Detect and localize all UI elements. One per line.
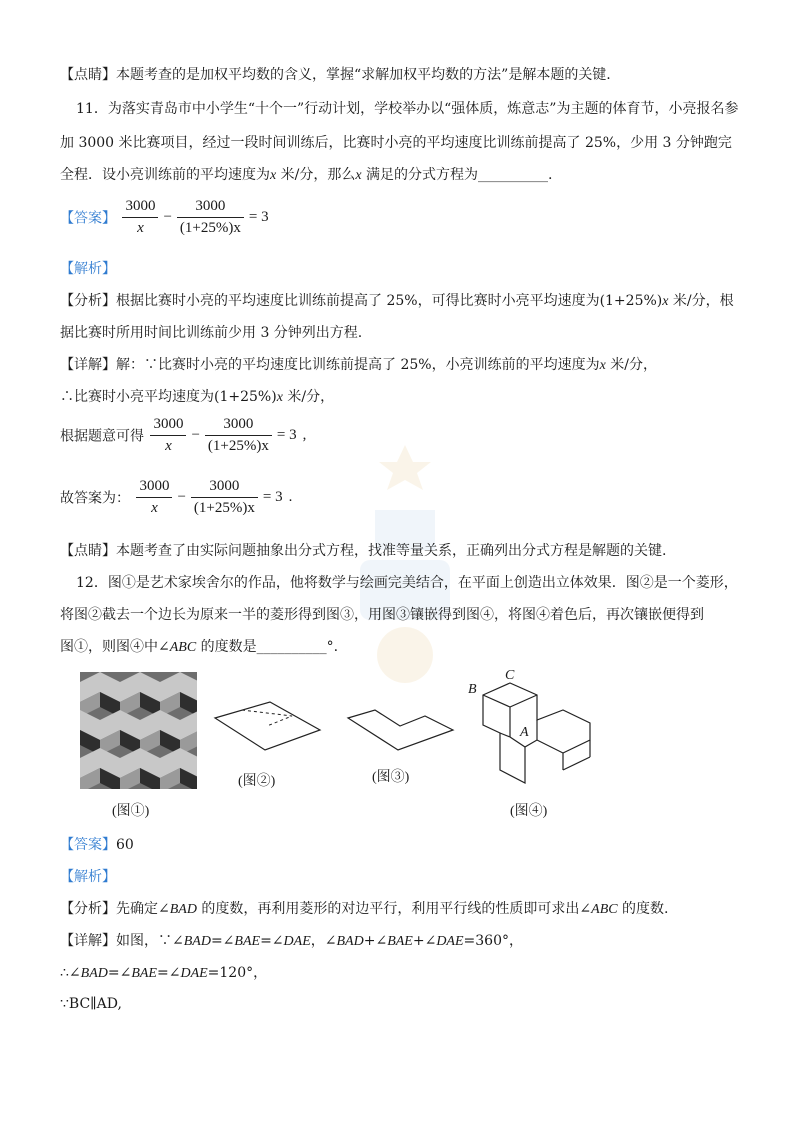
answer-2-line: 【答案】60: [60, 837, 134, 853]
fraction-1: $\frac{3000}{x}$: [122, 198, 158, 237]
q11-line-2: 加 3000 米比赛项目，经过一段时间训练后，比赛时小亮的平均速度比训练前提高了 25%，少用 3 分钟跑完: [60, 135, 732, 151]
answer-tag: 【答案】: [60, 210, 116, 227]
watermark-logo: [335, 440, 475, 690]
figure-1-caption: (图①): [112, 804, 150, 819]
figure-4-tessellation: [465, 665, 605, 795]
figure-3-cut-rhombus: [343, 700, 458, 760]
q12-line-2: 将图②截去一个边长为原来一半的菱形得到图③，用图③镶嵌得到图④，将图④着色后，再次镶嵌便得到: [60, 607, 704, 623]
fenxi-line-2: 据比赛时所用时间比训练前少用 3 分钟列出方程.: [60, 325, 363, 341]
label-a: A: [520, 725, 529, 740]
equation-line-genjuti: 根据题意可得 $\frac{3000}{x}$ − $\frac{3000}{(1+25\%)x}$ = 3 ,: [60, 416, 307, 454]
jiexi-tag: 【解析】: [60, 261, 116, 277]
q12-line-1: 12．图①是艺术家埃舍尔的作品，他将数学与绘画完美结合，在平面上创造出立体效果．图②是一个菱形，: [76, 575, 738, 591]
figure-3-caption: (图③): [372, 770, 410, 785]
xiangjie-2-line-1: 【详解】如图，∵∠BAD=∠BAE=∠DAE，∠BAD+∠BAE+∠DAE=360°，: [60, 933, 523, 949]
figure-2-rhombus: [210, 700, 325, 760]
label-b: B: [468, 682, 477, 697]
dianjing-line-2: 【点睛】本题考查了由实际问题抽象出分式方程，找准等量关系，正确列出分式方程是解题的关键.: [60, 543, 667, 559]
dianjing-text: 本题考查的是加权平均数的含义，掌握“求解加权平均数的方法”是解本题的关键.: [116, 67, 611, 83]
jiexi-2-tag: 【解析】: [60, 869, 116, 885]
figure-1-escher-tiling: [80, 672, 197, 789]
q12-line-3: 图①，则图④中∠ABC 的度数是__________°.: [60, 639, 339, 655]
equation-line-answer: 故答案为： $\frac{3000}{x}$ − $\frac{3000}{(1+25\%)x}$ = 3 .: [60, 478, 293, 516]
dianjing-line-1: [60, 64, 611, 84]
fenxi-line-1: 【分析】根据比赛时小亮的平均速度比训练前提高了 25%，可得比赛时小亮平均速度为(1+25%)x 米/分，根: [60, 293, 734, 309]
figure-2-caption: (图②): [238, 774, 276, 789]
answer-2-value: 60: [116, 837, 134, 853]
xiangjie-line-1: 【详解】解：∵比赛时小亮的平均速度比训练前提高了 25%，小亮训练前的平均速度为x 米/分，: [60, 357, 657, 373]
label-c: C: [505, 668, 515, 683]
xiangjie-2-line-2: ∴∠BAD=∠BAE=∠DAE=120°，: [60, 965, 268, 981]
figure-4-caption: (图④): [510, 804, 548, 819]
fraction-2: $\frac{3000}{(1+25\%)x}$: [177, 198, 244, 237]
answer-line: 【答案】 $\frac{3000}{x}$ − $\frac{3000}{(1+25\%)x}$ = 3: [60, 198, 269, 236]
xiangjie-line-2: ∴比赛时小亮平均速度为(1+25%)x 米/分，: [60, 389, 335, 405]
fenxi-2-line: 【分析】先确定∠BAD 的度数，再利用菱形的对边平行，利用平行线的性质即可求出∠ABC 的度数.: [60, 901, 669, 917]
q11-line-3: 全程．设小亮训练前的平均速度为x 米/分，那么x 满足的分式方程为__________.: [60, 167, 553, 183]
xiangjie-2-line-3: ∵BC∥AD,: [60, 996, 122, 1012]
q11-line-1: 11．为落实青岛市中小学生“十个一”行动计划，学校举办以“强体质，炼意志”为主题的体育节，小亮报名参: [76, 101, 739, 117]
dianjing-tag: 【点睛】: [60, 67, 116, 83]
